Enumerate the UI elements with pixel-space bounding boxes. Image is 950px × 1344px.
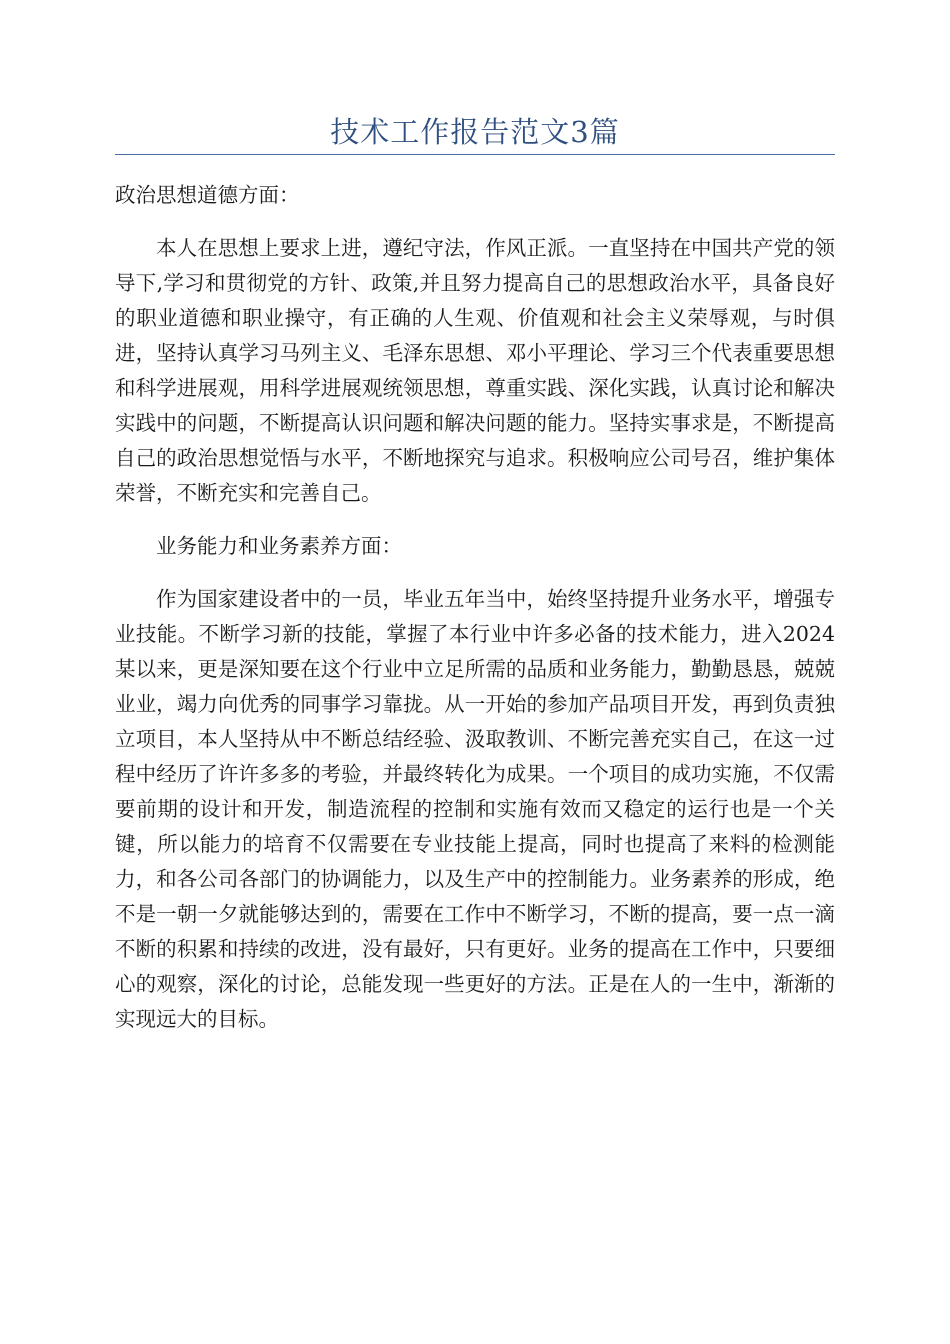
section-body-political: 本人在思想上要求上进，遵纪守法，作风正派。一直坚持在中国共产党的领导下,学习和贯彻党的方针、政策,并且努力提高自己的思想政治水平，具备良好的职业道德和职业操守，有正确的人生观、价值观和社会主义荣辱观，与时俱进，坚持认真学习马列主义、毛泽东思想、邓小平理论、学习三个代表重要思想和科学进展观，用科学进展观统领思想，尊重实践、深化实践，认真讨论和解决实践中的问题，不断提高认识问题和解决问题的能力。坚持实事求是，不断提高自己的政治思想觉悟与水平，不断地探究与追求。积极响应公司号召，维护集体荣誉，不断充实和完善自己。	[115, 236, 835, 505]
document-body	[115, 178, 835, 1037]
section-body-business: 作为国家建设者中的一员，毕业五年当中，始终坚持提升业务水平，增强专业技能。不断学习新的技能，掌握了本行业中许多必备的技术能力，进入2024某以来，更是深知要在这个行业中立足所需的品质和业务能力，勤勤恳恳，兢兢业业，竭力向优秀的同事学习靠拢。从一开始的参加产品项目开发，再到负责独立项目，本人坚持从中不断总结经验、汲取教训、不断完善充实自己，在这一过程中经历了许许多多的考验，并最终转化为成果。一个项目的成功实施，不仅需要前期的设计和开发，制造流程的控制和实施有效而又稳定的运行也是一个关键，所以能力的培育不仅需要在专业技能上提高，同时也提高了来料的检测能力，和各公司各部门的协调能力，以及生产中的控制能力。业务素养的形成，绝不是一朝一夕就能够达到的，需要在工作中不断学习，不断的提高，要一点一滴不断的积累和持续的改进，没有最好，只有更好。业务的提高在工作中，只要细心的观察，深化的讨论，总能发现一些更好的方法。正是在人的一生中，渐渐的实现远大的目标。	[115, 587, 835, 1031]
paragraph-gap	[115, 213, 835, 231]
section-heading-business: 业务能力和业务素养方面：	[156, 534, 402, 558]
paragraph-gap	[115, 511, 835, 529]
section-heading-political: 政治思想道德方面：	[115, 183, 300, 207]
title-underline	[115, 154, 835, 155]
document-title: 技术工作报告范文3篇	[330, 115, 620, 149]
paragraph-gap	[115, 564, 835, 582]
